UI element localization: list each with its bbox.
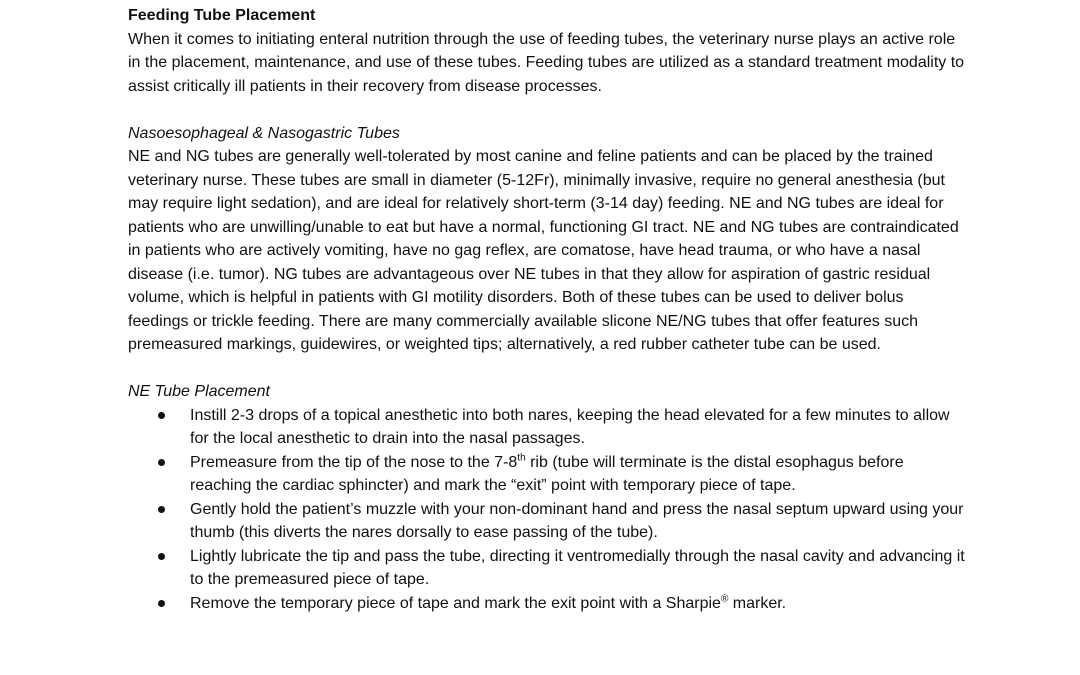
ne-ng-subheading: Nasoesophageal & Nasogastric Tubes	[128, 124, 400, 142]
step-text: Lightly lubricate the tip and pass the tube, directing it ventromedially through the nasal cavity and advancing it to the premeasured piece of tape.	[190, 547, 965, 588]
step-text: Instill 2-3 drops of a topical anesthetic into both nares, keeping the head elevated for a few minutes to allow for the local anesthetic to drain into the nasal passages.	[190, 406, 950, 447]
bullet-icon	[158, 459, 165, 466]
document-page	[128, 4, 968, 615]
ordinal-superscript: th	[517, 452, 526, 464]
spacer	[128, 357, 968, 381]
list-item	[128, 592, 968, 616]
bullet-icon	[158, 600, 165, 607]
bullet-icon	[158, 506, 165, 513]
step-text-start: Premeasure from the tip of the nose to the 7-8	[190, 453, 518, 471]
registered-mark: ®	[720, 593, 729, 605]
list-item	[128, 404, 968, 451]
placement-steps-list	[128, 404, 968, 616]
bullet-icon	[158, 553, 165, 560]
list-item	[128, 451, 968, 498]
list-item	[128, 545, 968, 592]
step-text-end: rib (tube will terminate is the distal esophagus before reaching the cardiac sphincter) and mark the “exit” point with temporary piece of tape.	[190, 453, 904, 494]
list-item	[128, 498, 968, 545]
ne-ng-paragraph: NE and NG tubes are generally well-tolerated by most canine and feline patients and can be placed by the trained veterinary nurse. These tubes are small in diameter (5-12Fr), minimally invasive, require no general anesthesia (but may require light sedation), and are ideal for relatively short-term (3-14 day) feeding. NE and NG tubes are ideal for patients who are unwilling/unable to eat but have a normal, functioning GI tract. NE and NG tubes are contraindicated in patients who are actively vomiting, have no gag reflex, are comatose, have head trauma, or who have a nasal disease (i.e. tumor). NG tubes are advantageous over NE tubes in that they allow for aspiration of gastric residual volume, which is helpful in patients with GI motility disorders. Both of these tubes can be used to deliver bolus feedings or trickle feeding. There are many commercially available slicone NE/NG tubes that offer features such premeasured markings, guidewires, or weighted tips; alternatively, a red rubber catheter tube can be used.	[128, 148, 959, 353]
bullet-icon	[158, 412, 165, 419]
section-heading: Feeding Tube Placement	[128, 7, 316, 24]
intro-paragraph: When it comes to initiating enteral nutrition through the use of feeding tubes, the veterinary nurse plays an active role in the placement, maintenance, and use of these tubes. Feeding tubes are utilized as a standard treatment modality to assist critically ill patients in their recovery from disease processes.	[128, 30, 965, 95]
step-text-end: marker.	[728, 594, 787, 612]
ne-placement-subheading: NE Tube Placement	[128, 383, 270, 400]
spacer	[128, 98, 968, 122]
step-text: Gently hold the patient’s muzzle with your non-dominant hand and press the nasal septum upward using your thumb (this diverts the nares dorsally to ease passing of the tube).	[190, 500, 964, 541]
step-text-start: Remove the temporary piece of tape and mark the exit point with a Sharpie	[190, 594, 721, 612]
